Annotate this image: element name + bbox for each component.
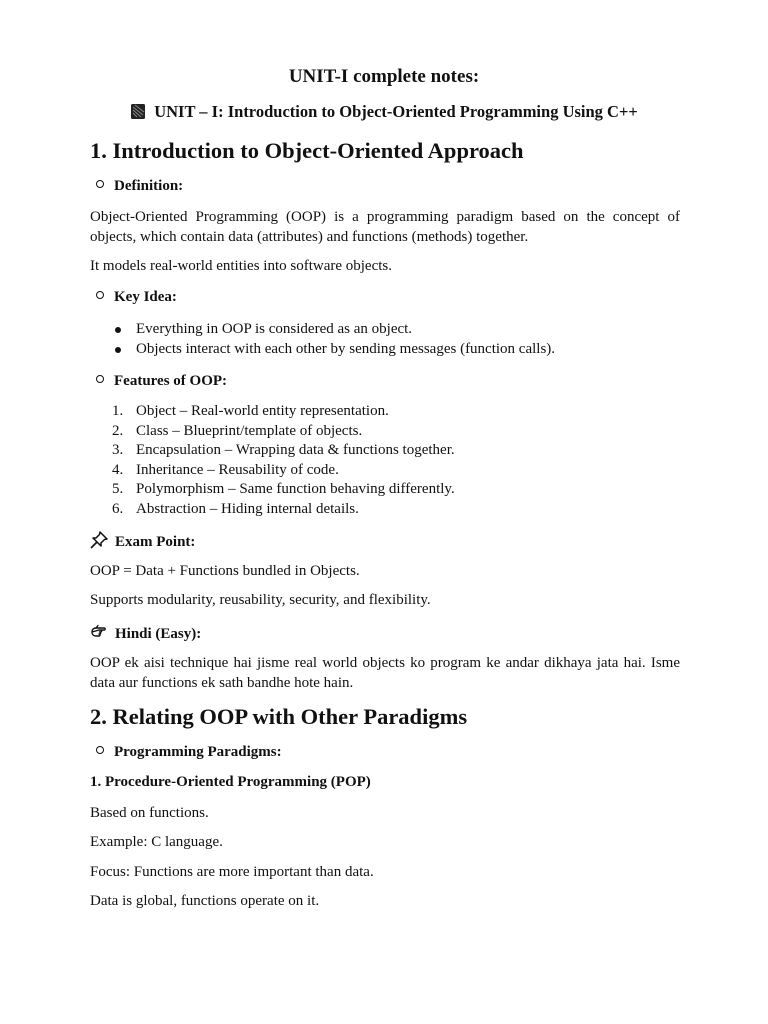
list-item-text: Polymorphism – Same function behaving differently. (136, 481, 455, 497)
pointing-hand-icon (90, 623, 108, 646)
unit-heading (90, 102, 678, 125)
definition-label: Definition: (114, 178, 184, 194)
exam-point-paragraph: OOP = Data + Functions bundled in Objects. (90, 563, 360, 579)
definition-subheading (96, 178, 183, 195)
list-item (90, 480, 455, 500)
list-item (90, 500, 455, 520)
list-item (90, 402, 455, 422)
document-title: UNIT-I complete notes: (288, 66, 480, 87)
key-idea-subheading (96, 289, 177, 306)
diamond-icon (96, 746, 104, 754)
hindi-paragraph: OOP ek aisi technique hai jisme real world objects ko program ke andar dikhaya jata hai. Isme data aur functions ek sath bandhe hote hain. (90, 655, 680, 691)
exam-point-label: Exam Point: (115, 534, 196, 550)
pushpin-icon (90, 531, 108, 554)
definition-paragraph-2: It models real-world entities into software objects. (90, 258, 392, 274)
list-item (90, 441, 455, 461)
section-heading-paradigms: 2. Relating OOP with Other Paradigms (90, 704, 468, 729)
unit-heading-text: UNIT – I: Introduction to Object-Oriented Programming Using C++ (154, 102, 638, 121)
pop-heading: 1. Procedure-Oriented Programming (POP) (90, 774, 371, 790)
pop-line: Example: C language. (90, 834, 223, 850)
diamond-icon (96, 291, 104, 299)
paradigms-subheading (96, 744, 282, 761)
key-idea-label: Key Idea: (114, 289, 177, 305)
list-item-text: Abstraction – Hiding internal details. (136, 500, 359, 517)
diamond-icon (96, 375, 104, 383)
list-number: 3. (112, 442, 124, 458)
list-number: 6. (112, 500, 124, 517)
list-item-text: Encapsulation – Wrapping data & functions together. (136, 442, 455, 458)
hindi-label: Hindi (Easy): (115, 626, 202, 642)
list-item-text: Class – Blueprint/template of objects. (136, 422, 363, 439)
list-item (90, 422, 455, 442)
exam-point-paragraph-2: Supports modularity, reusability, security, and flexibility. (90, 592, 431, 608)
bullet-icon (115, 347, 121, 353)
exam-point-subheading (90, 531, 195, 554)
definition-paragraph: Object-Oriented Programming (OOP) is a programming paradigm based on the concept of objects, which contain data (attributes) and functions (methods) together. (90, 209, 680, 245)
pop-line: Based on functions. (90, 805, 209, 821)
list-item-text: Inheritance – Reusability of code. (136, 461, 339, 478)
list-item-text: Everything in OOP is considered as an object. (136, 321, 413, 337)
pop-line: Focus: Functions are more important than data. (90, 864, 374, 880)
list-item-text: Object – Real-world entity representation. (136, 403, 389, 419)
list-item (90, 340, 555, 360)
section-heading-intro: 1. Introduction to Object-Oriented Approach (90, 138, 524, 163)
paradigms-label: Programming Paradigms: (114, 744, 282, 760)
list-item (90, 461, 455, 481)
list-number: 5. (112, 481, 124, 497)
diamond-icon (96, 180, 104, 188)
list-number: 2. (112, 422, 124, 439)
list-number: 4. (112, 461, 124, 478)
bullet-icon (115, 327, 121, 333)
features-subheading (96, 373, 227, 390)
list-item-text: Objects interact with each other by sending messages (function calls). (136, 340, 556, 357)
list-item (90, 320, 555, 340)
pop-line: Data is global, functions operate on it. (90, 893, 320, 909)
features-label: Features of OOP: (114, 373, 228, 389)
list-number: 1. (112, 403, 124, 419)
features-list (90, 402, 455, 519)
book-icon (130, 103, 146, 125)
key-idea-list (90, 320, 555, 359)
hindi-subheading (90, 623, 201, 646)
